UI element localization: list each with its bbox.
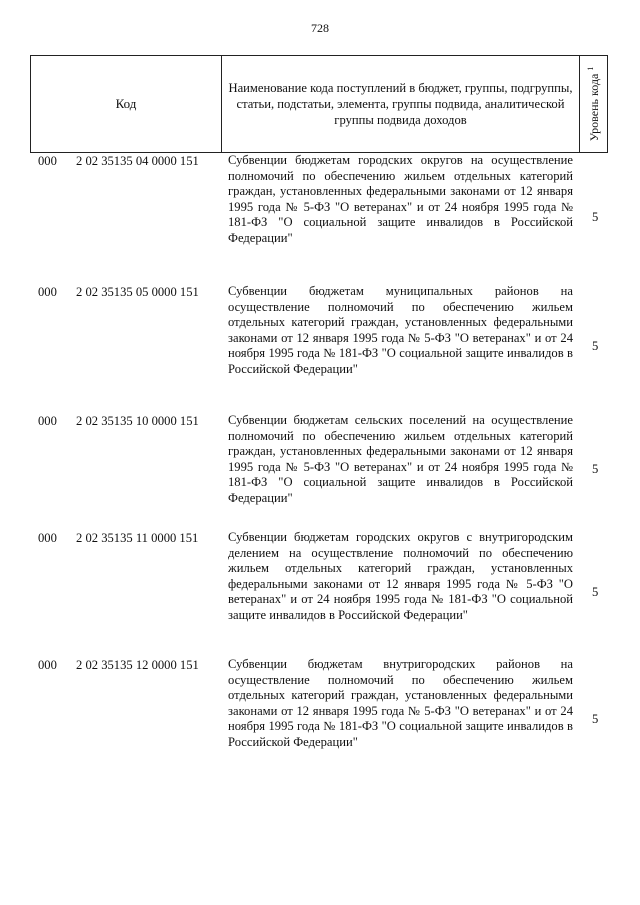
- header-level-label: [586, 67, 602, 142]
- row-level: 5: [592, 210, 599, 224]
- row-admin-code: 000: [38, 658, 57, 672]
- table-header: [30, 55, 608, 153]
- header-name: Наименование кода поступлений в бюджет, группы, подгруппы, статьи, подстатьи, элемента, группы подвида, аналитической группы подвида доходов: [222, 56, 580, 152]
- row-description: Субвенции бюджетам городских округов на осуществление полномочий по обеспечению жильем отдельных категорий граждан, установленных федеральными законами от 12 января 1995 года № 5-ФЗ "О ветеранах" и от 24 ноября 1995 года № 181-ФЗ "О социальной защите инвалидов в Российской Федерации": [228, 153, 573, 245]
- header-level: [580, 56, 607, 152]
- row-budget-code: 2 02 35135 11 0000 151: [76, 531, 199, 545]
- table-row: [30, 284, 608, 408]
- row-description: Субвенции бюджетам внутригородских районов на осуществление полномочий по обеспечению жильем отдельных категорий граждан, установленных федеральными законами от 12 января 1995 года № 5-ФЗ "О ветеранах" и от 24 ноября 1995 года № 181-ФЗ "О социальной защите инвалидов в Российской Федерации": [228, 657, 573, 749]
- row-budget-code: 2 02 35135 10 0000 151: [76, 414, 199, 428]
- row-budget-code: 2 02 35135 04 0000 151: [76, 154, 199, 168]
- row-description: Субвенции бюджетам городских округов с внутригородским делением на осуществление полномочий по обеспечению жильем отдельных категорий граждан, установленных федеральными законами от 12 января 1995 года № 5-ФЗ "О ветеранах" и от 24 ноября 1995 года № 181-ФЗ "О социальной защите инвалидов в Российской Федерации": [228, 530, 573, 622]
- row-level: 5: [592, 462, 599, 476]
- row-admin-code: 000: [38, 285, 57, 299]
- table-row: [30, 153, 608, 277]
- table-row: [30, 657, 608, 775]
- row-description: Субвенции бюджетам муниципальных районов на осуществление полномочий по обеспечению жильем отдельных категорий граждан, установленных федеральными законами от 12 января 1995 года № 5-ФЗ "О ветеранах" и от 24 ноября 1995 года № 181-ФЗ "О социальной защите инвалидов в Российской Федерации": [228, 284, 573, 376]
- page-number: 728: [311, 21, 329, 35]
- row-budget-code: 2 02 35135 12 0000 151: [76, 658, 199, 672]
- row-admin-code: 000: [38, 531, 57, 545]
- header-level-text: Уровень кода: [586, 73, 601, 142]
- row-level: 5: [592, 712, 599, 726]
- row-admin-code: 000: [38, 154, 57, 168]
- row-level: 5: [592, 585, 599, 599]
- row-budget-code: 2 02 35135 05 0000 151: [76, 285, 199, 299]
- header-level-footnote: 1: [585, 66, 595, 71]
- table-row: [30, 413, 608, 531]
- row-description: Субвенции бюджетам сельских поселений на осуществление полномочий по обеспечению жильем отдельных категорий граждан, установленных федеральными законами от 12 января 1995 года № 5-ФЗ "О ветеранах" и от 24 ноября 1995 года № 181-ФЗ "О социальной защите инвалидов в Российской Федерации": [228, 413, 573, 505]
- row-level: 5: [592, 339, 599, 353]
- header-code: Код: [31, 56, 222, 152]
- table-row: [30, 530, 608, 648]
- row-admin-code: 000: [38, 414, 57, 428]
